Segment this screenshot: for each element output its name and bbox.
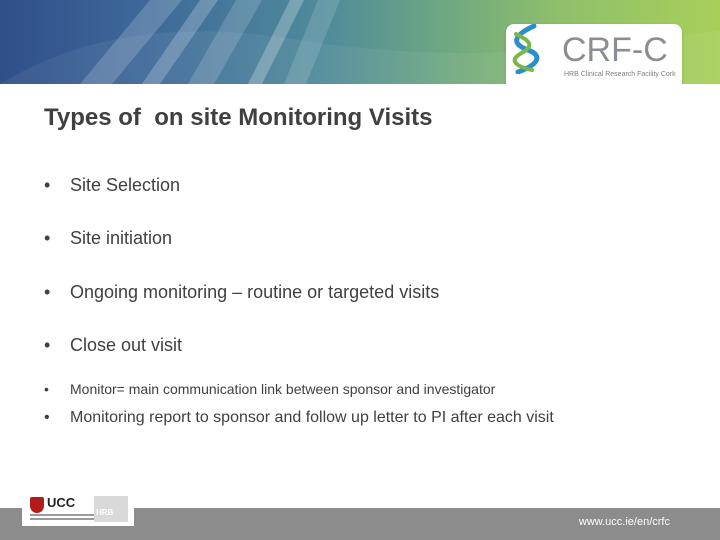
bullet-icon: • [44, 282, 51, 302]
bullet-icon: • [44, 381, 49, 397]
bullet-icon: • [44, 409, 50, 426]
hrb-logo-text: HRB [96, 508, 114, 517]
hrb-logo [94, 496, 128, 522]
footer-url: www.ucc.ie/en/crfc [578, 516, 670, 528]
footer-logos [22, 492, 134, 526]
crfc-logo-text: CRF-C [562, 31, 668, 69]
crfc-logo [506, 24, 682, 84]
bullet-text: Monitoring report to sponsor and follow up letter to PI after each visit [70, 409, 554, 426]
dna-icon [506, 24, 546, 74]
bullet-text: Site initiation [70, 228, 173, 248]
crfc-logo-subtitle: HRB Clinical Research Facility Cork [564, 71, 676, 78]
ucc-logo-text: UCC [47, 495, 76, 510]
ucc-logo-subtitle-lines [30, 514, 104, 520]
slide-title: Types of on site Monitoring Visits [44, 104, 433, 131]
bullet-text: Monitor= main communication link between sponsor and investigator [70, 381, 496, 397]
header-banner [0, 0, 720, 84]
ucc-crest-icon [30, 497, 44, 513]
bullet-icon: • [44, 228, 51, 248]
bullet-text: Close out visit [70, 335, 183, 355]
bullet-text: Site Selection [70, 175, 181, 195]
bullet-text: Ongoing monitoring – routine or targeted visits [70, 282, 440, 302]
bullet-icon: • [44, 175, 51, 195]
bullet-icon: • [44, 335, 51, 355]
